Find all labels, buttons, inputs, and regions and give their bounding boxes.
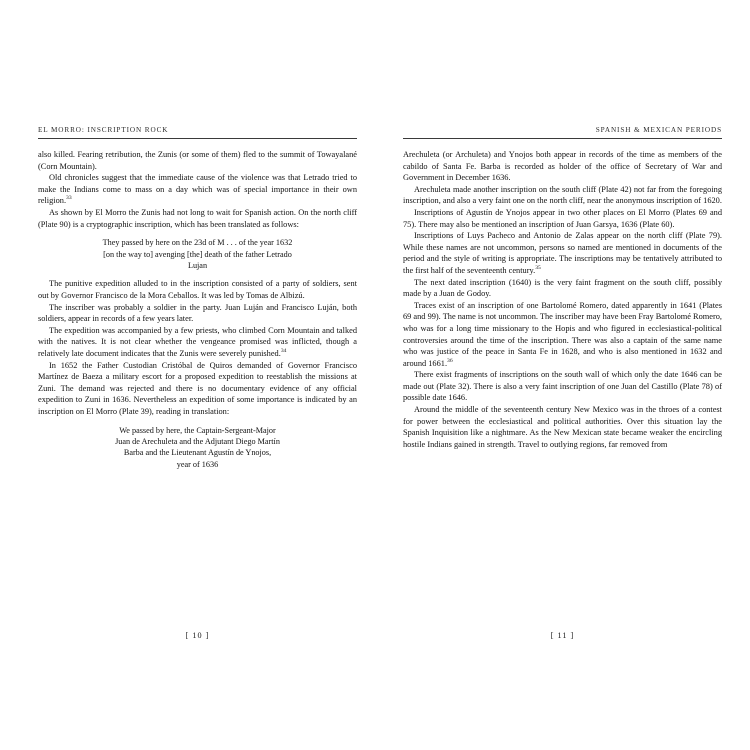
paragraph-text: Traces exist of an inscription of one Bartolomé Romero, dated apparently in 1641 (Plates 69 and 99). The name is not uncommon. The inscriber may have been Fray Bartolomé Romero, who was for a long time missionary to the Hopis and who figured in ecclesiastical-political controversies around the time of the inscription. There was also a captain of the same name who was justice of the peace in Santa Fe in 1628, and who is also mentioned in 1632 and around 1661. <box>403 300 722 368</box>
paragraph: Arechuleta made another inscription on the south cliff (Plate 42) not far from the foregoing inscription, and also a very faint one on the north cliff, near the anonymous inscription of 1620. <box>403 184 722 206</box>
right-body-text <box>403 149 722 450</box>
left-body-text <box>38 149 357 477</box>
inscription-block-2 <box>38 425 357 471</box>
paragraph: The inscriber was probably a soldier in the party. Juan Luján and Francisco Luján, both soldiers, appear in records of a few years later. <box>38 302 357 324</box>
inscription-line: [on the way to] avenging [the] death of the father Letrado <box>103 249 292 259</box>
left-folio: [ 10 ] <box>185 631 210 640</box>
paragraph: The punitive expedition alluded to in the inscription consisted of a party of soldiers, sent out by Governor Francisco de la Mora Ceballos. It was led by Tomas de Albizú. <box>38 279 357 300</box>
paragraph: There exist fragments of inscriptions on the south wall of which only the date 1646 can be made out (Plate 32). There is also a very faint inscription of one Juan del Castillo (Plate 78) of possible date 1646. <box>403 370 722 403</box>
inscription-line: They passed by here on the 23d of M . . . of the year 1632 <box>102 238 293 248</box>
footnote-marker: 35 <box>535 265 541 272</box>
inscription-line: year of 1636 <box>176 459 219 469</box>
inscription-line: Barba and the Lieutenant Agustín de Ynojos, <box>123 448 272 458</box>
left-running-head: EL MORRO: INSCRIPTION ROCK <box>38 126 169 134</box>
paragraph-text: Inscriptions of Luys Pacheco and Antonio de Zalas appear on the north cliff (Plate 79). While these names are not uncommon, persons so named are mentioned in documents of the period and the style of writing is appropriate. The inscriptions may be tentatively attributed to the first half of the seventeenth century. <box>403 231 722 275</box>
paragraph: also killed. Fearing retribution, the Zunis (or some of them) fled to the summit of Towayalané (Corn Mountain). <box>38 150 357 171</box>
paragraph-text: The expedition was accompanied by a few priests, who climbed Corn Mountain and talked with the natives. It is not clear whether the vengeance promised was inflicted, though a relatively late document indicates that the Zunis were severely punished. <box>38 325 357 358</box>
paragraph <box>38 172 357 207</box>
paragraph: Around the middle of the seventeenth century New Mexico was in the throes of a contest for power between the ecclesiastical and political authorities. Over this situation lay the Spanish Inquisition like a nightmare. As the New Mexican state became weaker the encircling hostile Indians gained in strength. Travel to outlying regions, far removed from <box>403 405 722 449</box>
paragraph: As shown by El Morro the Zunis had not long to wait for Spanish action. On the north cliff (Plate 90) is a cryptographic inscription, which has been translated as follows: <box>38 207 357 229</box>
paragraph <box>403 230 722 276</box>
inscription-line: Juan de Arechuleta and the Adjutant Diego Martín <box>115 436 280 446</box>
paragraph <box>38 325 357 360</box>
footnote-marker: 36 <box>447 357 453 364</box>
paragraph: Arechuleta (or Archuleta) and Ynojos both appear in records of the time as members of the cabildo of Santa Fe. Barba is recorded as holder of the office of Secretary of War and Government in December 1636. <box>403 150 722 183</box>
left-header-rule <box>38 138 357 139</box>
paragraph: In 1652 the Father Custodian Cristóbal de Quiros demanded of Governor Francisco Martínez de Baeza a military escort for a proposed expedition to reestablish the missions at Zuni. The demand was rejected and there is no documentary evidence of any official expedition to Zuni in 1636. Nevertheless an expedition of some importance is indicated by an inscription on El Morro (Plate 39), reading in translation: <box>38 360 357 416</box>
paragraph <box>403 300 722 370</box>
paragraph: Inscriptions of Agustín de Ynojos appear in two other places on El Morro (Plates 69 and 75). There may also be mentioned an inscription of Juan Garsya, 1636 (Plate 60). <box>403 207 722 229</box>
footnote-marker: 34 <box>280 348 287 355</box>
right-running-head: SPANISH & MEXICAN PERIODS <box>595 126 722 134</box>
right-page <box>375 0 750 750</box>
right-header-rule <box>403 138 722 139</box>
inscription-line: Lujan <box>187 260 208 270</box>
footnote-marker: 33 <box>66 195 72 202</box>
right-folio: [ 11 ] <box>550 631 575 640</box>
paragraph: The next dated inscription (1640) is the very faint fragment on the south cliff, possibly made by a Juan de Godoy. <box>403 277 722 299</box>
inscription-block-1 <box>38 237 357 271</box>
paragraph-text: Old chronicles suggest that the immediate cause of the violence was that Letrado tried to make the Indians come to mass on a day which was of special importance in their own religion. <box>38 173 357 206</box>
inscription-line: We passed by here, the Captain-Sergeant-Major <box>119 425 276 435</box>
